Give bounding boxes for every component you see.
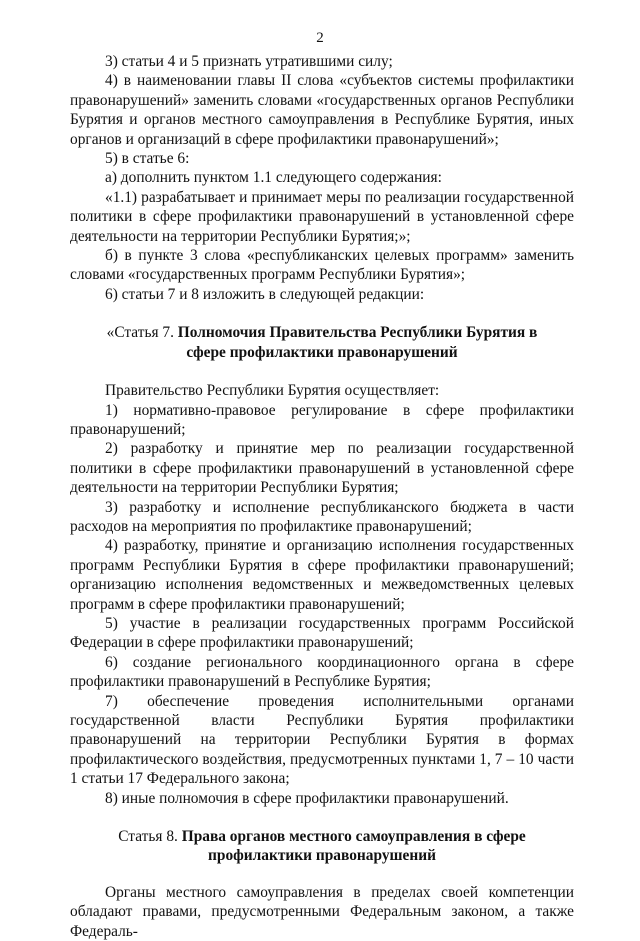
paragraph: а) дополнить пунктом 1.1 следующего содержания: [105,169,442,187]
paragraph: б) в пункте 3 слова «республиканских целевых программ» заменить словами «государственных программ Республики Бурятия»; [70,247,574,284]
article-7-heading [70,323,574,362]
article-8-title: Права органов местного самоуправления в сфере профилактики правонарушений [181,828,526,865]
article-7-prefix: «Статья 7. [106,324,178,342]
paragraph: 6) статьи 7 и 8 изложить в следующей редакции: [105,285,425,303]
paragraph: 2) разработку и принятие мер по реализации государственной политики в сфере профилактики правонарушений в установленной сфере деятельности на территории Республики Бурятия; [70,440,574,497]
paragraph: 3) разработку и исполнение республиканского бюджета в части расходов на мероприятия по профилактике правонарушений; [70,498,574,535]
paragraph: Правительство Республики Бурятия осуществляет: [105,382,440,400]
paragraph: Органы местного самоуправления в пределах своей компетенции обладают правами, предусмотренными Федеральным законом, а также Федераль- [70,883,574,940]
article-8-prefix: Статья 8. [118,828,182,846]
paragraph: 6) создание регионального координационного органа в сфере профилактики правонарушений в Республике Бурятия; [70,653,574,691]
paragraph: 5) в статье 6: [105,150,190,168]
paragraph: 8) иные полномочия в сфере профилактики правонарушений. [105,789,509,807]
page-number: 2 [316,30,324,46]
paragraph: 5) участие в реализации государственных программ Российской Федерации в сфере профилактики правонарушений; [70,614,574,652]
paragraph: 3) статьи 4 и 5 признать утратившими силу; [105,53,393,70]
paragraph: 4) разработку, принятие и организацию исполнения государственных программ Республики Бурятия в сфере профилактики правонарушений; организацию исполнения ведомственных и межведомственных целевых программ в сфере профилактики правонарушений; [70,537,574,613]
article-7-title: Полномочия Правительства Республики Бурятия в сфере профилактики правонарушений [177,324,538,361]
paragraph: 1) нормативно-правовое регулирование в сфере профилактики правонарушений; [70,401,574,438]
article-8-heading [70,827,574,866]
paragraph: «1.1) разрабатывает и принимает меры по реализации государственной политики в сфере профилактики правонарушений в установленной сфере деятельности на территории Республики Бурятия;»; [70,188,574,245]
document-body [70,52,574,941]
paragraph: 4) в наименовании главы II слова «субъектов системы профилактики правонарушений» заменить словами «государственных органов Республики Бурятия и органов местного самоуправления в Республике Бурятия, иных органов и организаций в сфере профилактики правонарушений»; [70,72,574,148]
paragraph: 7) обеспечение проведения исполнительными органами государственной власти Республики Бурятия профилактики правонарушений на территории Республики Бурятия в формах профилактического воздействия, предусмотренных пунктами 1, 7 – 10 части 1 статьи 17 Федерального закона; [70,692,574,788]
